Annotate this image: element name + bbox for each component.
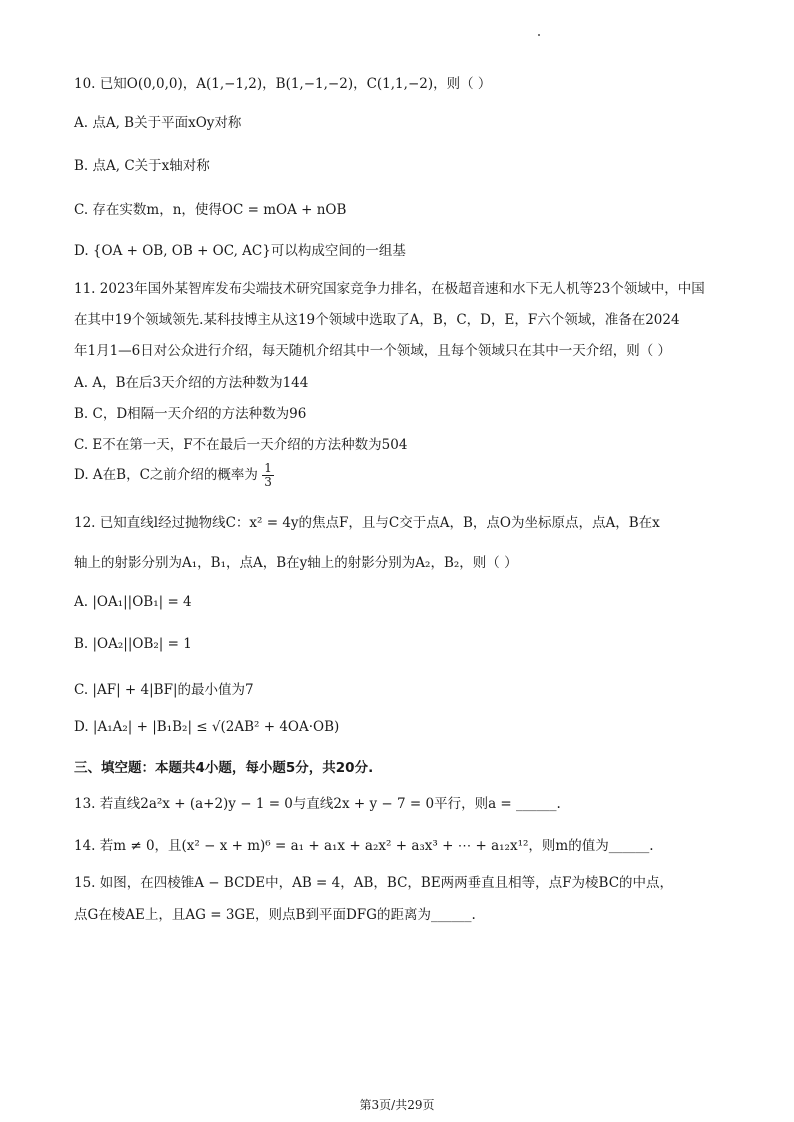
fraction-numerator: 1 bbox=[264, 461, 272, 475]
q10-option-c: C. 存在实数m，n，使得OC = mOA + nOB bbox=[74, 202, 347, 218]
q12-stem-line1: 12. 已知直线l经过抛物线C：x² = 4y的焦点F，且与C交于点A，B，点O为坐标原点，点A，B在x bbox=[74, 515, 660, 531]
q11-stem-line3: 年1月1—6日对公众进行介绍，每天随机介绍其中一个领域，且每个领域只在其中一天介绍，则（ ） bbox=[74, 343, 672, 359]
q15-stem-line1: 15. 如图，在四棱锥A − BCDE中，AB = 4，AB，BC，BE两两垂直且相等，点F为棱BC的中点， bbox=[74, 875, 674, 891]
q13-stem: 13. 若直线2a²x + (a+2)y − 1 = 0与直线2x + y − 7 = 0平行，则a = ______. bbox=[74, 796, 561, 812]
q15-stem-line2: 点G在棱AE上，且AG = 3GE，则点B到平面DFG的距离为______. bbox=[74, 907, 476, 923]
q11-stem-line1: 11. 2023年国外某智库发布尖端技术研究国家竞争力排名，在极超音速和水下无人机等23个领域中，中国 bbox=[74, 281, 705, 297]
q12-option-a: A. |OA₁||OB₁| = 4 bbox=[74, 594, 192, 610]
q10-option-a: A. 点A, B关于平面xOy对称 bbox=[74, 115, 242, 131]
q10-option-d: D. {OA + OB, OB + OC, AC}可以构成空间的一组基 bbox=[74, 243, 406, 259]
q11-option-d bbox=[74, 462, 274, 489]
q11-option-a: A. A，B在后3天介绍的方法种数为144 bbox=[74, 375, 309, 391]
fraction-one-third bbox=[262, 462, 274, 489]
q11-stem-line2: 在其中19个领域领先.某科技博主从这19个领域中选取了A，B，C，D，E，F六个领域，准备在2024 bbox=[74, 312, 680, 328]
q14-stem: 14. 若m ≠ 0，且(x² − x + m)⁶ = a₁ + a₁x + a₂x² + a₃x³ + ⋯ + a₁₂x¹²，则m的值为______. bbox=[74, 838, 654, 854]
q10-stem: 10. 已知O(0,0,0)，A(1,−1,2)，B(1,−1,−2)，C(1,1,−2)，则（ ） bbox=[74, 76, 492, 92]
section-heading-fill-in: 三、填空题：本题共4小题，每小题5分，共20分. bbox=[74, 760, 374, 776]
q11-option-c: C. E不在第一天，F不在最后一天介绍的方法种数为504 bbox=[74, 437, 408, 453]
q10-option-b: B. 点A, C关于x轴对称 bbox=[74, 158, 210, 174]
q12-option-b: B. |OA₂||OB₂| = 1 bbox=[74, 636, 192, 652]
fraction-denominator: 3 bbox=[264, 475, 272, 490]
q12-option-d: D. |A₁A₂| + |B₁B₂| ≤ √(2AB² + 4OA·OB) bbox=[74, 719, 340, 735]
q12-stem-line2: 轴上的射影分别为A₁，B₁，点A，B在y轴上的射影分别为A₂，B₂，则（ ） bbox=[74, 555, 518, 571]
q11-option-d-text: D. A在B，C之前介绍的概率为 bbox=[74, 467, 258, 484]
page-footer: 第3页/共29页 bbox=[359, 1098, 435, 1112]
q12-option-c: C. |AF| + 4|BF|的最小值为7 bbox=[74, 682, 254, 698]
q11-option-b: B. C，D相隔一天介绍的方法种数为96 bbox=[74, 406, 307, 422]
scan-dot bbox=[538, 34, 540, 36]
